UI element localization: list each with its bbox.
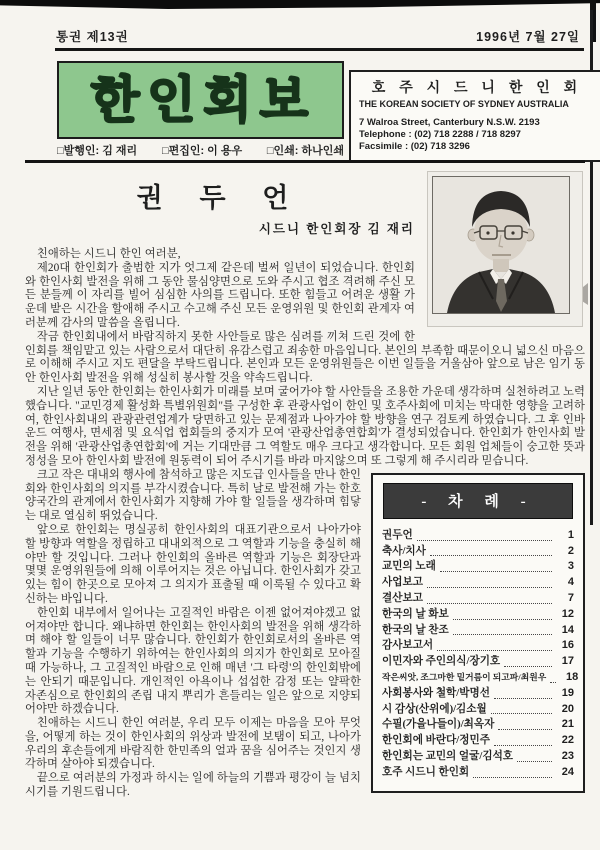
toc-item-page: 7 [567,591,574,604]
toc-item-page: 16 [561,639,574,652]
president-portrait-photo [427,171,583,327]
toc-dotted-leader [494,698,552,699]
toc-dotted-leader [517,761,552,762]
toc-item-page: 22 [561,734,574,747]
toc-dotted-leader [417,540,552,541]
toc-item [382,591,574,607]
article-paragraph: 앞으로 한인회는 명실공히 한인사회의 대표기관으로서 나아가야 할 방향과 역할을 정립하고 대내외적으로 그 역할과 기능을 충실히 해야만 할 것입니다. 그러나 한인회의 올바른 역할과 기능은 회장단과 몇몇 운영위원들에 의해 이루어지는 것은 아닙니다. 한인사회가 갖고 있는 힘이 한곳으로 모아져 그 의지가 표출될 때 이룩될 수 있다고 확신하는 바입니다. [25,523,361,605]
toc-item-page: 24 [561,765,574,778]
toc-item [382,575,574,591]
article-paragraph: 끝으로 여러분의 가정과 하시는 일에 하늘의 기쁨과 평강이 늘 넘치시기를 기원드립니다. [25,772,361,799]
toc-item [382,544,574,560]
toc-list [382,528,579,781]
article-byline: 시드니 한인회장 김 재리 [258,222,415,236]
toc-dotted-leader [453,634,552,635]
toc-item-label: 권두언 [382,529,413,541]
toc-item-label: 이민자와 주인의식/장기호 [382,656,501,668]
organization-name-korean: 호 주 시 드 니 한 인 회 [371,79,583,95]
newsletter-logo [57,61,344,139]
toc-dotted-leader [427,587,552,588]
publisher-label: □발행인: 김 재리 [57,145,138,157]
toc-dotted-leader [437,650,552,651]
toc-item-page: 12 [561,607,574,620]
toc-item-page: 21 [561,718,574,731]
toc-dotted-leader [453,619,552,620]
toc-dotted-leader [473,777,552,778]
toc-dotted-leader [504,666,552,667]
article-paragraph: 한인회 내부에서 일어나는 고질적인 바람은 이젠 없어져야겠고 없어져야만 합니다. 왜냐하면 한인회는 한인사회의 발전을 위해 생각하며 해야 할 일들이 너무 많습니다. 한인회가 한인회로서의 올바른 역할과 기능을 수행하기 위하여는 한인사회의 의지가 한인회로 모아질 때 가능하나, 그 고질적인 바람으로 인해 매년 '그 타령'의 한인회밖에는 안되기 때문입니다. 개인적인 아욕이나 섭섭한 감정 또는 얄팍한 자존심으로 한인회의 존립 내지 뿌리가 흔들리는 일은 앞으로 지양되어야만 하겠습니다. [25,606,361,716]
toc-item-label: 사회봉사와 철학/박명선 [382,687,490,699]
issue-date: 1996년 7월 27일 [476,30,580,44]
toc-item-label: 수필(가을나들이)/최옥자 [382,719,495,731]
masthead-rule [55,48,584,51]
organization-box [349,70,600,162]
toc-dotted-leader [550,682,556,683]
toc-item [382,670,579,686]
toc-dotted-leader [494,745,552,746]
toc-dotted-leader [498,729,552,730]
toc-item-label: 작은씨앗, 조그마한 밑거름이 되고파/최원우 [382,671,547,682]
toc-item-page: 17 [561,655,574,668]
article-paragraph: 지난 일년 동안 한인회는 한인사회가 미래를 보며 굴어가야 할 사안들을 조용한 가운데 생각하며 실천하려고 노력했습니다. "교민경제 활성화 특별위원회"를 구성한 후 관광사업이 한인 및 호주사회에 미치는 막대한 영향을 고려하여, 한인사회내의 관광관련업계가 당면하고 있는 문제점과 나아가야 할 방향을 연구 검토케 하였습니다. 그 후 인바운드 여행사, 면세점 및 요식업 협회들의 중지가 모여 '관광산업총연합회'가 결성되었습니다. 한인회가 한인사회 발전을 위해 '관광산업총연합회'에 거는 기대만큼 그 역할도 매우 크다고 생각합니다. 모든 회원 업체들이 숭고한 뜻과 정성을 모아 한인사회 발전에 원동력이 되어 주시기를 바라 마지않으며 또 그렇게 해 주시리라 믿습니다. [25,385,585,467]
toc-item [382,607,574,623]
organization-telephone: Telephone : (02) 718 2288 / 718 8297 [359,129,521,140]
article-paragraph: 크고 작은 대내외 행사에 참석하고 많은 지도급 인사들을 만나 한인회와 한인사회의 의지를 부각시켰습니다. 특히 날로 발전해 가는 한호 양국간의 관계에서 한인사회가 지향해 가야 할 일들을 생각하며 힘닿는 대로 열심히 뛰었습니다. [25,468,361,523]
toc-item-page: 3 [567,560,574,573]
toc-item-page: 23 [561,749,574,762]
article-paragraph: 제20대 한인회가 출범한 지가 엇그제 같은데 벌써 일년이 되었습니다. 한인회와 한인사회 발전을 위해 그 동안 물심양면으로 도와 주시고 협조 격려해 주신 모든 분들께 이 자리를 빌어 심심한 사의를 드립니다. 또한 힘들고 어려운 생활 가운데 밭은 시간을 할애해 주시고 수고해 주신 모든 운영위원 및 한인회 관계자 여러분께 감사의 말씀을 올립니다. [25,261,415,329]
article-paragraph: 친애하는 시드니 한인 여러분, [36,248,181,260]
toc-item-page: 2 [567,544,574,557]
organization-address: 7 Walroa Street, Canterbury N.S.W. 2193 [359,117,540,128]
toc-item-page: 4 [567,576,574,589]
newsletter-logo-text: 한인회보 [90,72,317,128]
toc-item-label: 시 감상(산위에)/김소월 [382,703,487,715]
toc-item-label: 교민의 노래 [382,561,436,573]
article-paragraph: 작금 한인회내에서 바람직하지 못한 사안들로 많은 심려를 끼쳐 드린 것에 한인회를 책임맡고 있는 사람으로서 대단히 유감스럽고 죄송한 마음입니다. 본인의 부족함 때문이오니 넓으신 마음으로 이해해 주시고 지도 편달을 부탁드립니다. 본인과 모든 운영위원들은 이번 일들을 거울삼아 앞으로 남은 임기 동안 한인사회 발전을 위해 성실히 봉사할 것을 약속드립니다. [25,330,585,385]
toc-item [382,654,574,670]
imprint-row [57,142,344,158]
toc-item [382,717,574,733]
toc-item-label: 축사/치사 [382,545,426,557]
table-of-contents [371,473,585,793]
toc-dotted-leader [427,603,552,604]
toc-item [382,765,574,781]
toc-item-label: 감사보고서 [382,640,434,652]
toc-item [382,749,574,765]
toc-item-page: 19 [561,686,574,699]
portrait-illustration [432,176,570,314]
toc-item [382,702,574,718]
toc-item-label: 호주 시드니 한인회 [382,766,470,778]
toc-title: - 차 례 - [383,483,573,519]
toc-item-page: 18 [565,670,579,683]
article-title: 권 두 언 [136,183,304,213]
toc-item [382,686,574,702]
editor-label: □편집인: 이 용우 [161,145,243,157]
toc-item-page: 1 [567,528,574,541]
article-body [25,167,585,838]
organization-name-english: THE KOREAN SOCIETY OF SYDNEY AUSTRALIA [359,99,569,109]
toc-item-page: 20 [561,702,574,715]
toc-dotted-leader [430,555,552,556]
toc-item-page: 14 [561,623,574,636]
toc-item-label: 한인회는 교민의 얼굴/김석호 [382,750,514,762]
toc-dotted-leader [440,571,552,572]
scan-edge-top [0,0,600,9]
toc-item [382,733,574,749]
toc-item [382,623,574,639]
toc-item-label: 결산보고 [382,592,423,604]
toc-item [382,528,574,544]
volume-label: 통권 제13권 [56,30,129,44]
toc-item [382,559,574,575]
printer-label: □인쇄: 하나인쇄 [266,145,344,157]
header-divider-rule [25,160,585,163]
organization-facsimile: Facsimile : (02) 718 3296 [359,141,470,152]
toc-item-label: 한국의 날 화보 [382,608,449,620]
toc-item [382,638,574,654]
toc-dotted-leader [491,713,552,714]
article-paragraph: 친애하는 시드니 한인 여러분, 우리 모두 이제는 마음을 모아 무엇을, 어떻게 하는 것이 한인사회의 위상과 발전에 보탬이 되고, 나아가 우리의 후손들에게 바람직한 한민족의 얼과 꿈을 심어주는 것인지 생각하며 살아야 되겠습니다. [25,717,361,771]
toc-item-label: 한국의 날 찬조 [382,624,449,636]
toc-item-label: 사업보고 [382,577,423,589]
toc-item-label: 한인회에 바란다/정민주 [382,735,490,747]
